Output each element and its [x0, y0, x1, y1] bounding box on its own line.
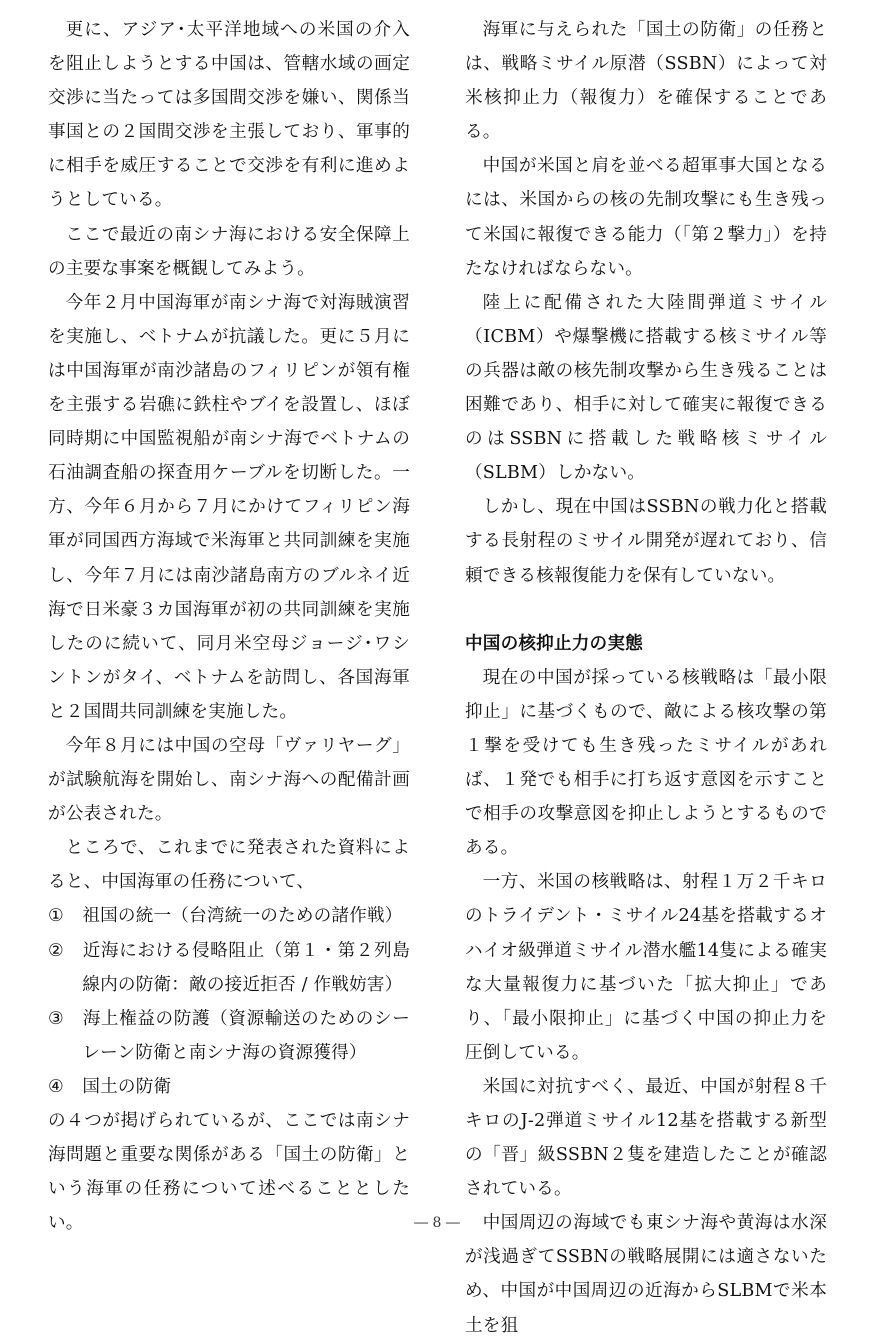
- section-heading: 中国の核抑止力の実態: [465, 633, 643, 654]
- list-marker: ③: [48, 1008, 64, 1029]
- section-spacer: [465, 593, 827, 627]
- navy-mission-list: [48, 899, 410, 1104]
- list-item: [48, 1070, 410, 1104]
- list-marker: ④: [48, 1076, 64, 1097]
- list-item-text: 国土の防衛: [82, 1076, 172, 1097]
- paragraph: 陸上に配備された大陸間弾道ミサイル（ICBM）や爆撃機に搭載する核ミサイル等の兵器は敵の核先制攻撃から生き残ることは困難であり、相手に対して確実に報復できるのはSSBNに搭載した戦略核ミサイル（SLBM）しかない。: [465, 292, 827, 484]
- left-column: [48, 13, 410, 1240]
- list-item-text: 海上権益の防護（資源輸送のためのシーレーン防衛と南シナ海の資源獲得）: [82, 1008, 410, 1063]
- paragraph: 中国周辺の海域でも東シナ海や黄海は水深が浅過ぎてSSBNの戦略展開には適さないため、中国が中国周辺の近海からSLBMで米本土を狙: [465, 1213, 827, 1336]
- paragraph: 現在の中国が採っている核戦略は「最小限抑止」に基づくもので、敵による核攻撃の第１撃を受けても生き残ったミサイルがあれば、１発でも相手に打ち返す意図を示すことで相手の攻撃意図を抑止しようとするものである。: [465, 667, 827, 859]
- paragraph: ところで、これまでに発表された資料によると、中国海軍の任務について、: [48, 838, 410, 893]
- paragraph: 海軍に与えられた「国土の防衛」の任務とは、戦略ミサイル原潜（SSBN）によって対米核抑止力（報復力）を確保することである。: [465, 20, 827, 143]
- paragraph: 更に、アジア･太平洋地域への米国の介入を阻止しようとする中国は、管轄水域の画定交渉に当たっては多国間交渉を嫌い、関係当事国との２国間交渉を主張しており、軍事的に相手を威圧することで交渉を有利に進めようとしている。: [48, 20, 410, 211]
- paragraph: しかし、現在中国はSSBNの戦力化と搭載する長射程のミサイル開発が遅れており、信頼できる核報復能力を保有していない。: [465, 497, 827, 586]
- paragraph: 米国に対抗すべく、最近、中国が射程８千キロのJ-2弾道ミサイル12基を搭載する新型の「晋」級SSBN２隻を建造したことが確認されている。: [465, 1076, 827, 1200]
- paragraph: 今年２月中国海軍が南シナ海で対海賊演習を実施し、ベトナムが抗議した。更に５月には中国海軍が南沙諸島のフィリピンが領有権を主張する岩礁に鉄柱やブイを設置し、ほぼ同時期に中国監視船が南シナ海でベトナムの石油調査船の探査用ケーブルを切断した。一方、今年６月から７月にかけてフィリピン海軍が同国西方海域で米海軍と共同訓練を実施し、今年７月には南沙諸島南方のブルネイ近海で日米豪３カ国海軍が初の共同訓練を実施したのに続いて、同月米空母ジョージ･ワシントンがタイ、ベトナムを訪問し、各国海軍と２国間共同訓練を実施した。: [48, 292, 410, 722]
- list-item: [48, 934, 410, 1002]
- paragraph: 今年８月には中国の空母「ヴァリヤーグ」が試験航海を開始し、南シナ海への配備計画が公表された。: [48, 735, 410, 825]
- page-number: ― 8 ―: [414, 1215, 460, 1231]
- paragraph: の４つが掲げられているが、ここでは南シナ海問題と重要な関係がある「国土の防衛」という海軍の任務について述べることとしたい。: [48, 1111, 410, 1234]
- list-marker: ②: [48, 940, 64, 961]
- list-item: [48, 899, 410, 933]
- paragraph: 中国が米国と肩を並べる超軍事大国となるには、米国からの核の先制攻撃にも生き残って米国に報復できる能力（「第２撃力」）を持たなければならない。: [465, 156, 827, 279]
- list-item-text: 近海における侵略阻止（第１・第２列島線内の防衛：敵の接近拒否 / 作戦妨害）: [82, 940, 410, 995]
- paragraph: 一方、米国の核戦略は、射程１万２千キロのトライデント・ミサイル24基を搭載するオハイオ級弾道ミサイル潜水艦14隻による確実な大量報復力に基づいた「拡大抑止」であり、「最小限抑止」に基づく中国の抑止力を圧倒している。: [465, 872, 827, 1063]
- list-item: [48, 1002, 410, 1070]
- list-item-text: 祖国の統一（台湾統一のための諸作戦）: [82, 906, 403, 927]
- right-column: [465, 13, 827, 1343]
- list-marker: ①: [48, 906, 64, 927]
- paragraph: ここで最近の南シナ海における安全保障上の主要な事案を概観してみよう。: [48, 224, 410, 279]
